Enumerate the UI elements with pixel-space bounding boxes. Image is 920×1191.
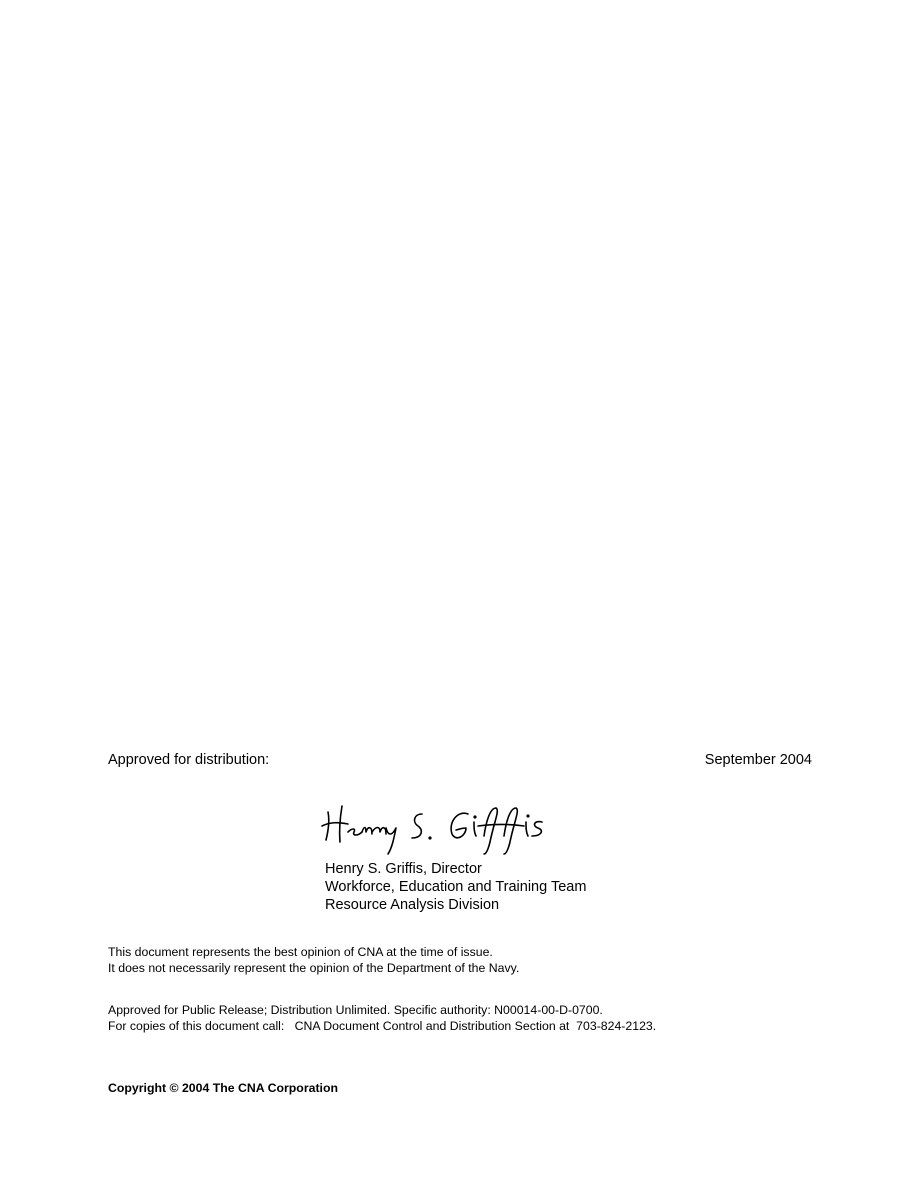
approved-for-distribution-label: Approved for distribution:	[108, 752, 270, 768]
disclaimer-text	[108, 944, 519, 976]
signatory-team: Workforce, Education and Training Team	[325, 879, 587, 895]
copyright-prefix: Copyright	[108, 1081, 167, 1095]
copyright-notice	[108, 1081, 338, 1095]
release-statement	[108, 1002, 656, 1034]
copyright-icon: ©	[169, 1081, 179, 1095]
handwritten-signature	[318, 792, 550, 856]
release-line-1: Approved for Public Release; Distribution Unlimited. Specific authority: N00014-00-D-0700.	[108, 1003, 603, 1017]
signatory-block	[325, 860, 586, 914]
approval-date: September 2004	[704, 752, 812, 768]
signatory-division: Resource Analysis Division	[325, 897, 500, 913]
release-line-2: For copies of this document call: CNA Document Control and Distribution Section at 703-824-2123.	[108, 1019, 657, 1033]
copyright-text: 2004 The CNA Corporation	[181, 1081, 338, 1095]
disclaimer-line-2: It does not necessarily represent the opinion of the Department of the Navy.	[108, 961, 520, 975]
signatory-name-title: Henry S. Griffis, Director	[325, 861, 482, 877]
disclaimer-line-1: This document represents the best opinion of CNA at the time of issue.	[108, 945, 493, 959]
